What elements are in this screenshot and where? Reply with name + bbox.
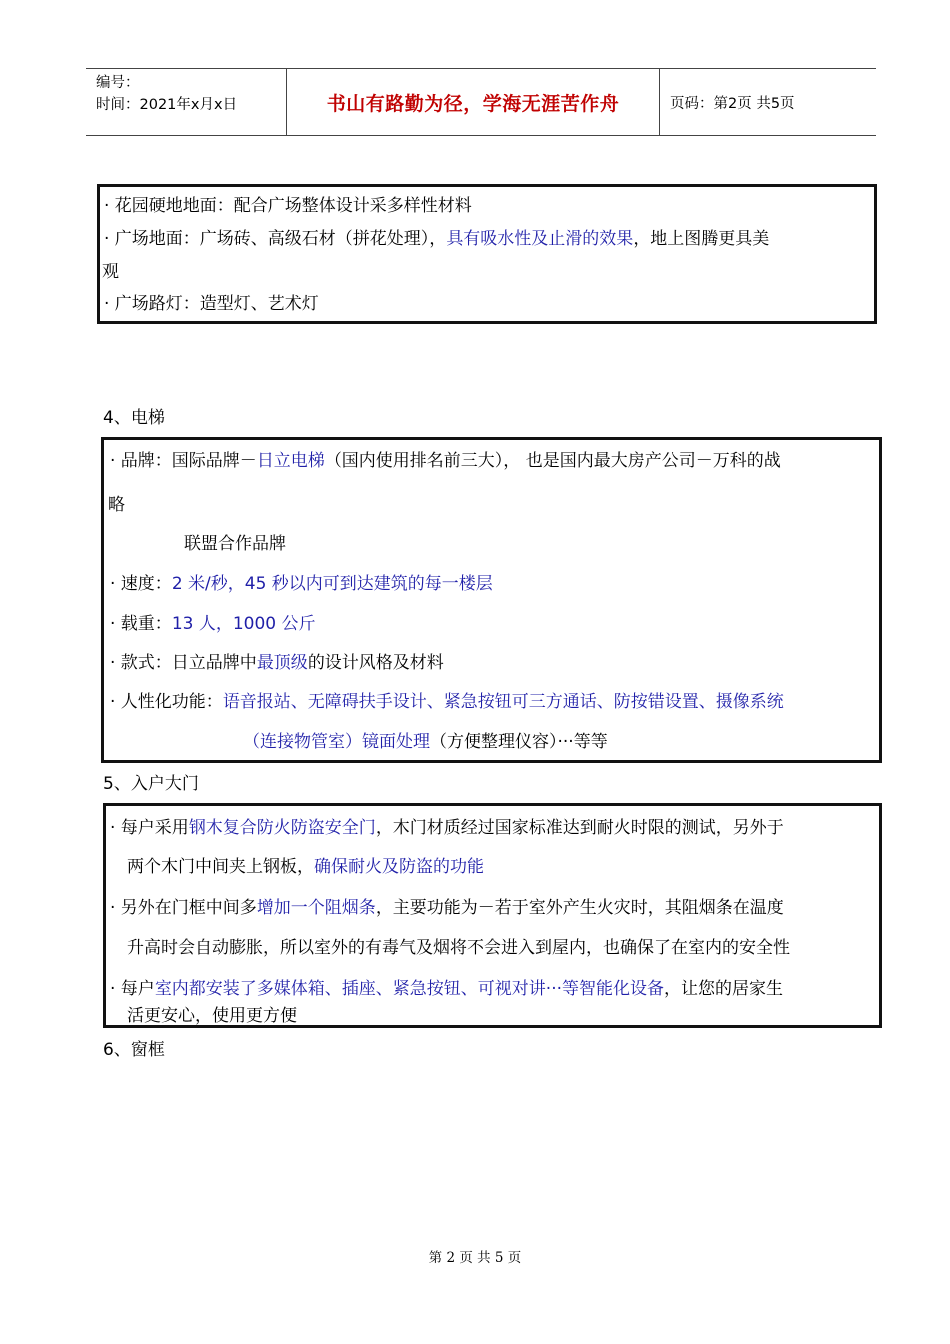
time-label: 时间：2021年x月x日	[96, 97, 238, 113]
door1-wrap-highlight: 确保耐火及防盗的功能	[314, 857, 484, 877]
door1-wrap-text: 两个木门中间夹上钢板，	[127, 857, 314, 877]
number-label: 编号：	[96, 75, 140, 91]
speed-value: 2 米/秒，45 秒以内可到达建筑的每一楼层	[171, 574, 493, 594]
elevator-speed-line	[110, 569, 493, 594]
section-6-heading: 6、窗框	[103, 1040, 165, 1060]
garden-ground-line: · 花园硬地地面：配合广场整体设计采多样性材料	[104, 196, 472, 216]
section-4-heading: 4、电梯	[103, 408, 165, 428]
door-line-1	[110, 813, 784, 838]
door2-text-end: ，主要功能为－若于室外产生火灾时，其阻烟条在温度	[375, 898, 784, 918]
plaza-ground-line	[104, 224, 769, 249]
human-highlight: 语音报站、无障碍扶手设计、紧急按钮可三方通话、防按错设置、摄像系统	[222, 692, 784, 712]
plaza-ground-highlight: 具有吸水性及止滑的效果	[446, 229, 634, 249]
load-label: · 载重：	[110, 614, 172, 634]
door1-highlight: 钢木复合防火防盗安全门	[188, 818, 376, 838]
door1-text: · 每户采用	[110, 818, 189, 838]
plaza-ground-wrap: 观	[102, 262, 119, 282]
door-line-3	[110, 974, 783, 999]
section-5-heading: 5、入户大门	[103, 774, 199, 794]
elevator-brand-wrap-2: 联盟合作品牌	[184, 534, 286, 554]
elevator-brand-wrap: 略	[108, 495, 125, 515]
door-line-2	[110, 893, 784, 918]
human-text: （方便整理仪容）···等等	[430, 732, 608, 752]
style-label: · 款式：日立品牌中	[110, 653, 257, 673]
elevator-human-line	[110, 687, 784, 712]
plaza-ground-text-end: ，地上图腾更具美	[633, 229, 770, 249]
style-highlight: 最顶级	[256, 653, 308, 673]
door2-text: · 另外在门框中间多	[110, 898, 257, 918]
elevator-human-wrap	[243, 727, 608, 752]
human-highlight-2: （连接物管室）镜面处理	[243, 732, 430, 752]
brand-label: · 品牌：国际品牌－	[110, 451, 257, 471]
header-slogan: 书山有路勤为径，学海无涯苦作舟	[287, 69, 660, 135]
door-line-3-wrap: 活更安心，使用更方便	[127, 1006, 297, 1026]
page-footer: 第 2 页 共 5 页	[428, 1250, 522, 1266]
elevator-load-line	[110, 609, 316, 634]
door2-highlight: 增加一个阻烟条	[256, 898, 376, 918]
door-line-1-wrap	[127, 852, 484, 877]
speed-label: · 速度：	[110, 574, 172, 594]
brand-text: （国内使用排名前三大）， 也是国内最大房产公司－万科的战	[324, 451, 781, 471]
plaza-lights-line: · 广场路灯：造型灯、艺术灯	[104, 294, 319, 314]
plaza-ground-text: · 广场地面：广场砖、高级石材（拼花处理），	[104, 229, 447, 249]
header-page-label: 页码：第2页 共5页	[670, 95, 795, 112]
elevator-style-line	[110, 648, 444, 673]
load-value: 13 人，1000 公斤	[171, 614, 316, 634]
human-label: · 人性化功能：	[110, 692, 223, 712]
elevator-box	[101, 437, 882, 763]
document-header	[86, 68, 876, 136]
header-meta	[86, 69, 287, 135]
door3-text: · 每户	[110, 979, 155, 999]
style-text: 的设计风格及材料	[307, 653, 444, 673]
elevator-brand-line	[110, 446, 781, 471]
door-line-2-wrap: 升高时会自动膨胀，所以室外的有毒气及烟将不会进入到屋内，也确保了在室内的安全性	[127, 938, 790, 958]
door3-text-end: ，让您的居家生	[664, 979, 784, 999]
door1-text-end: ，木门材质经过国家标准达到耐火时限的测试，另外于	[375, 818, 784, 838]
brand-highlight: 日立电梯	[256, 451, 325, 471]
door3-highlight: 室内都安装了多媒体箱、插座、紧急按钮、可视对讲···等智能化设备	[154, 979, 665, 999]
